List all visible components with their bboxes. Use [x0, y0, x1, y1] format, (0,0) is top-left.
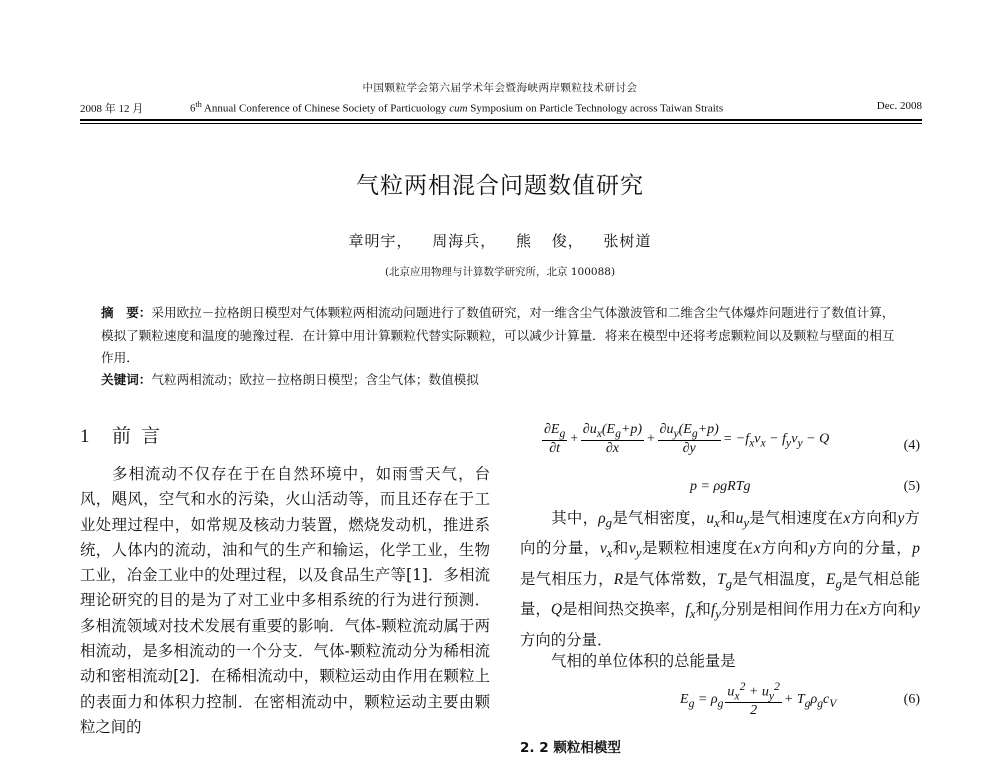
- equation-6: $E_g = \rho_g$ $\frac{u_x^2 + u_y^2}{2}$ + $T_g\rho_gc_V$ (6): [680, 680, 920, 719]
- equation-5-body: p = ρgRTg: [690, 479, 751, 494]
- header-rule-thick: [80, 119, 922, 121]
- section-2-2-heading: 2. 2 颗粒相模型: [520, 740, 621, 756]
- keywords-label: 关键词：: [101, 372, 152, 387]
- abstract: [101, 302, 901, 370]
- paper-authors: 章明宇， 周海兵， 熊 俊， 张树道: [348, 232, 652, 250]
- abstract-label: 摘 要：: [101, 305, 152, 320]
- equation-5-number: (5): [903, 479, 920, 494]
- equation-6-number: (6): [903, 692, 920, 707]
- intro-paragraph: 多相流动不仅存在于在自然环境中，如雨雪天气，台风，飓风，空气和水的污染，火山活动等，而且还存在于工业处理过程中，如常规及核动力装置，燃烧发动机，推进系统，人体内的流动，油和气的生产和输运，化学工业，生物工业，冶金工业中的处理过程，以及食品生产等[1]．多相流理论研究的目的是为了对工业中多相系统的行为进行预测．多相流领域对技术发展有重要的影响．气体-颗粒流动属于两相流动，是多相流动的一个分支．气体-颗粒流动分为稀相流动和密相流动[2]．在稀相流动中，颗粒运动由作用在颗粒上的表面力和体积力控制．在密相流动中，颗粒运动主要由颗粒之间的: [80, 465, 490, 736]
- header-rule-thin: [80, 123, 922, 124]
- header-date-en: Dec. 2008: [876, 100, 922, 112]
- equation-5: [520, 479, 920, 499]
- paper-title: 气粒两相混合问题数值研究: [356, 173, 644, 199]
- equation-4: $\frac{\partial E_g}{\partial t}$ + $\frac{\partial u_x(E_g+p)}{\partial x}$ + $\frac{\partial u_y(E_g+p)}{\partial y}$ = $-f_xv_x - f_yv_y - Q$ (4): [544, 422, 920, 456]
- equation-4-number: (4): [903, 438, 920, 453]
- paper-affiliation: (北京应用物理与计算数学研究所，北京 100088): [384, 266, 616, 278]
- energy-intro: 气相的单位体积的总能量是: [551, 652, 736, 670]
- abstract-text: 采用欧拉－拉格朗日模型对气体颗粒两相流动问题进行了数值研究，对一维含尘气体激波管和二维含尘气体爆炸问题进行了数值计算，模拟了颗粒速度和温度的驰豫过程．在计算中用计算颗粒代替实际颗粒，可以减少计算量．将来在模型中还将考虑颗粒间以及颗粒与壁面的相互作用．: [101, 305, 895, 365]
- variable-definitions: 其中，$\rho_g$是气相密度，$u_x$和$u_y$是气相速度在x方向和y方向的分量，$v_x$和$v_y$是颗粒相速度在x方向和y方向的分量，p是气相压力，R是气体常数，$T_g$是气相温度，$E_g$是气相总能量，Q是相间热交换率，$f_x$和$f_y$分别是相间作用力在x方向和y方向的分量．: [520, 509, 920, 649]
- header-date-cn: 2008 年 12 月: [80, 103, 144, 115]
- running-header: [80, 100, 922, 116]
- conference-header-cn: 中国颗粒学会第六届学术年会暨海峡两岸颗粒技术研讨会: [362, 82, 638, 94]
- header-conference-en: 6th Annual Conference of Chinese Society of Particuology cum Symposium on Particle Technology across Taiwan Straits: [190, 100, 724, 115]
- keywords-text: 气粒两相流动；欧拉－拉格朗日模型；含尘气体；数值模拟: [151, 372, 479, 387]
- section-1-heading: 1 前言: [80, 425, 171, 447]
- keywords: [101, 370, 901, 390]
